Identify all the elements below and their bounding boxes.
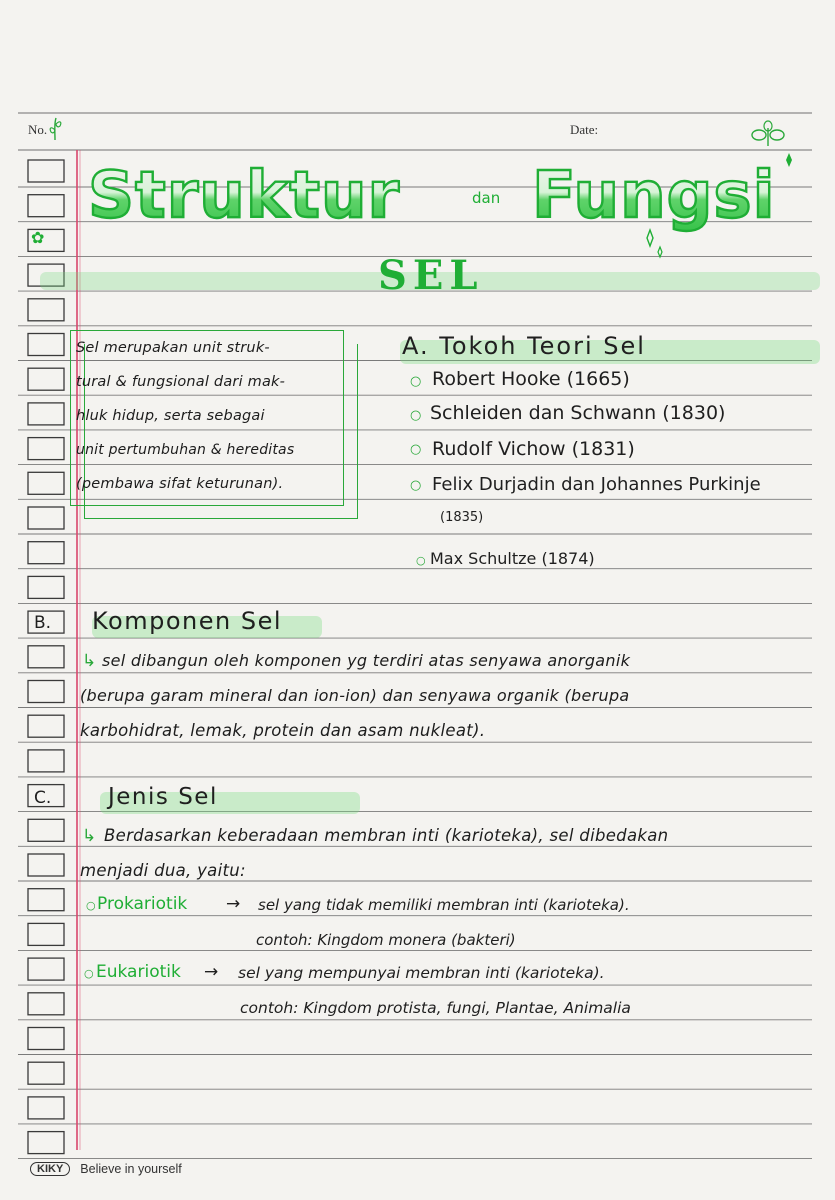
title-word-fungsi: Fungsi: [532, 159, 776, 233]
brand-badge: KIKY: [30, 1162, 70, 1176]
scientist-item: Rudolf Vichow (1831): [432, 438, 635, 460]
margin-checkbox: [28, 1097, 64, 1119]
scientist-item: Schleiden dan Schwann (1830): [430, 402, 726, 424]
section-c-heading: Jenis Sel: [108, 784, 218, 810]
title-connector: dan: [472, 189, 501, 207]
margin-checkbox: [28, 1028, 64, 1050]
scientist-item: Felix Durjadin dan Johannes Purkinje: [432, 474, 761, 495]
margin-checkbox: [28, 472, 64, 494]
arrow-icon: ↳: [82, 826, 97, 846]
type-desc: sel yang mempunyai membran inti (karioteka).: [238, 964, 605, 982]
margin-checkbox: [28, 681, 64, 703]
scientist-item: Robert Hooke (1665): [432, 368, 630, 390]
margin-checkbox: [28, 923, 64, 945]
section-a-heading: A. Tokoh Teori Sel: [402, 332, 646, 360]
title-word-struktur: Struktur: [88, 159, 401, 233]
margin-checkbox: [28, 403, 64, 425]
definition-line: hluk hidup, serta sebagai: [76, 408, 265, 424]
arrow-icon: ↳: [82, 651, 97, 671]
margin-checkbox: [28, 334, 64, 356]
bullet-icon: ○: [84, 967, 94, 980]
type-example: contoh: Kingdom protista, fungi, Plantae, Animalia: [240, 999, 631, 1017]
bullet-icon: ○: [410, 408, 422, 423]
definition-line: tural & fungsional dari mak-: [76, 374, 286, 390]
margin-checkbox: [28, 576, 64, 598]
margin-checkbox: [28, 715, 64, 737]
section-c-intro: menjadi dua, yaitu:: [80, 861, 246, 880]
margin-checkbox: [28, 889, 64, 911]
bullet-icon: ○: [86, 899, 96, 912]
footer: [30, 1162, 182, 1176]
margin-checkbox: [28, 1062, 64, 1084]
date-label: Date:: [570, 122, 599, 137]
flower-icon: ✿: [31, 228, 45, 247]
bullet-icon: ○: [410, 478, 422, 493]
margin-checkbox: [28, 958, 64, 980]
margin-checkbox: [28, 854, 64, 876]
margin-checkbox: [28, 507, 64, 529]
bullet-icon: ○: [416, 554, 426, 567]
margin-checkbox: [28, 993, 64, 1015]
bullet-icon: ○: [410, 442, 422, 457]
section-b-heading: Komponen Sel: [92, 607, 283, 635]
margin-checkbox: [28, 368, 64, 390]
sparkle-icon: [786, 153, 792, 167]
section-b-letter: B.: [34, 613, 52, 633]
section-b-line: karbohidrat, lemak, protein dan asam nukleat).: [80, 721, 486, 740]
section-b-line: (berupa garam mineral dan ion-ion) dan senyawa organik (berupa: [80, 686, 630, 705]
section-c-intro: Berdasarkan keberadaan membran inti (karioteka), sel dibedakan: [104, 826, 669, 845]
definition-line: unit pertumbuhan & hereditas: [76, 442, 295, 458]
section-b-line: sel dibangun oleh komponen yg terdiri atas senyawa anorganik: [102, 651, 631, 670]
arrow-right-icon: →: [204, 962, 219, 982]
footer-tagline: Believe in yourself: [80, 1162, 182, 1176]
margin-checkbox: [28, 299, 64, 321]
definition-line: (pembawa sifat keturunan).: [76, 476, 284, 492]
bullet-icon: ○: [410, 374, 422, 389]
arrow-right-icon: →: [226, 894, 241, 914]
margin-checkbox: [28, 1132, 64, 1154]
margin-checkbox: [28, 542, 64, 564]
section-c-letter: C.: [34, 788, 52, 808]
number-label: No.: [28, 122, 48, 137]
sparkle-icon-3: [658, 247, 662, 257]
definition-line: Sel merupakan unit struk-: [76, 340, 270, 356]
margin-checkbox: [28, 646, 64, 668]
type-example: contoh: Kingdom monera (bakteri): [256, 931, 516, 949]
type-desc: sel yang tidak memiliki membran inti (karioteka).: [258, 896, 630, 914]
type-name: Eukariotik: [96, 962, 181, 982]
type-name: Prokariotik: [97, 894, 188, 914]
margin-checkbox: [28, 819, 64, 841]
margin-checkbox: [28, 438, 64, 460]
scientist-item-year: (1835): [440, 510, 484, 525]
margin-checkbox: [28, 750, 64, 772]
scientist-item: Max Schultze (1874): [430, 549, 595, 568]
title-sel: SEL: [378, 252, 484, 299]
